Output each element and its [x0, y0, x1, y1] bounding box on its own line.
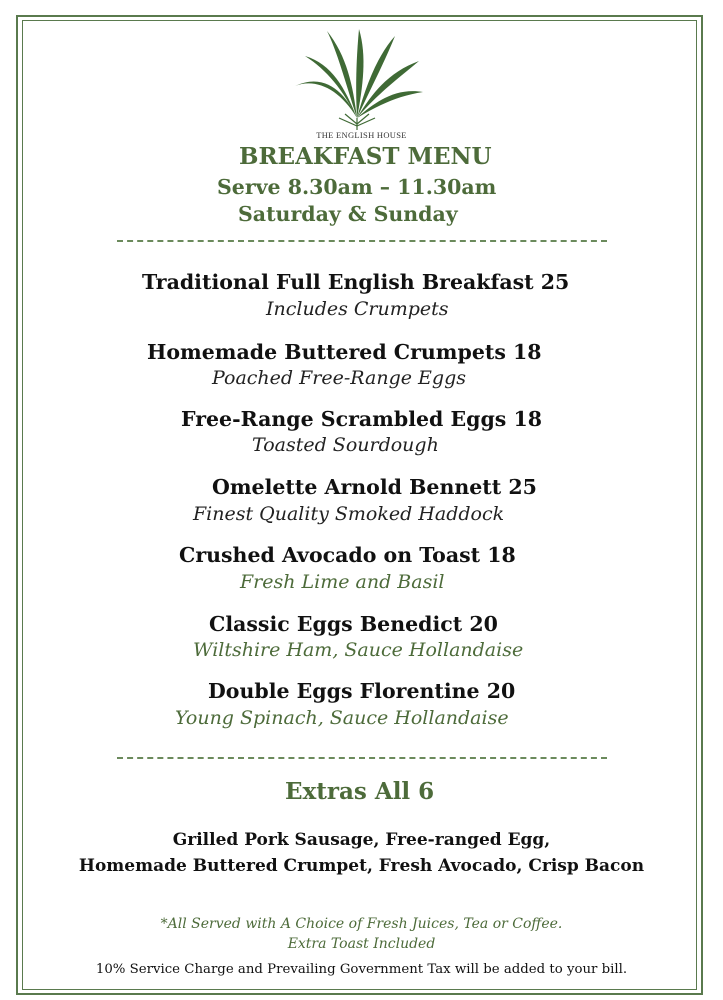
brand-name: THE ENGLISH HOUSE: [316, 130, 407, 140]
dish-name: Homemade Buttered Crumpets 18: [147, 340, 542, 364]
serving-days: Saturday & Sunday: [238, 202, 458, 226]
extras-list-line-1: Grilled Pork Sausage, Free-ranged Egg,: [172, 830, 551, 850]
extras-title: Extras All 6: [285, 778, 435, 805]
divider-top: [117, 240, 607, 242]
divider-bottom: [117, 757, 607, 759]
dish-description: Finest Quality Smoked Haddock: [193, 503, 505, 525]
dish-name: Traditional Full English Breakfast 25: [142, 270, 570, 294]
menu-title: BREAKFAST MENU: [239, 143, 492, 170]
dish-description: Toasted Sourdough: [252, 434, 439, 456]
served-with-note: *All Served with A Choice of Fresh Juices, Tea or Coffee.: [160, 916, 563, 932]
extra-toast-note: Extra Toast Included: [287, 936, 436, 952]
extras-list-line-2: Homemade Buttered Crumpet, Fresh Avocado, Crisp Bacon: [78, 856, 645, 876]
dish-description: Wiltshire Ham, Sauce Hollandaise: [193, 639, 524, 661]
serving-hours: Serve 8.30am – 11.30am: [217, 175, 497, 199]
palm-logo-icon: [287, 26, 427, 131]
dish-description: Young Spinach, Sauce Hollandaise: [175, 707, 509, 729]
dish-name: Crushed Avocado on Toast 18: [179, 543, 516, 567]
dish-description: Includes Crumpets: [266, 298, 449, 320]
dish-name: Omelette Arnold Bennett 25: [212, 475, 537, 499]
dish-name: Classic Eggs Benedict 20: [209, 612, 498, 636]
dish-description: Poached Free-Range Eggs: [212, 367, 466, 389]
dish-name: Double Eggs Florentine 20: [208, 679, 516, 703]
dish-description: Fresh Lime and Basil: [240, 571, 445, 593]
service-charge-note: 10% Service Charge and Prevailing Government Tax will be added to your bill.: [95, 962, 628, 977]
dish-name: Free-Range Scrambled Eggs 18: [181, 407, 542, 431]
